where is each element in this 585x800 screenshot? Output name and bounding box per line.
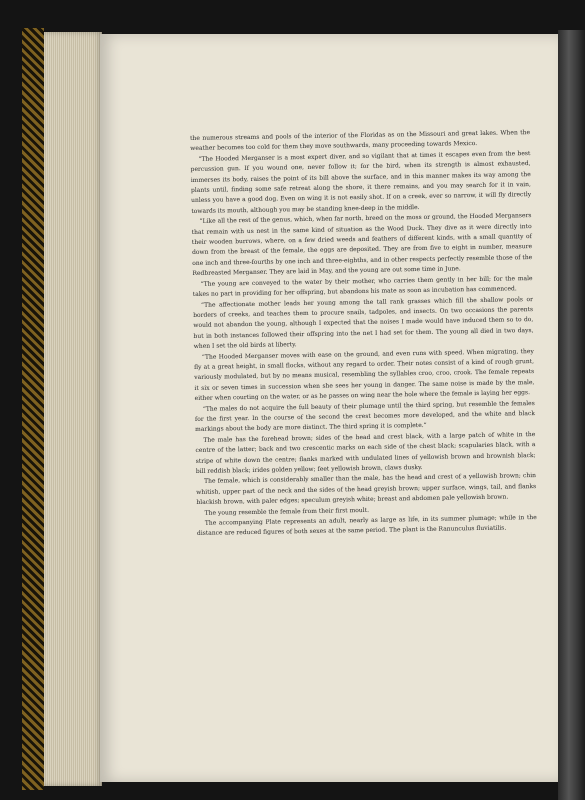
paragraph: The accompanying Plate represents an adult, nearly as large as life, in its summer plumage; while in the distance are reduced figures of both sexes at the same period. The plant is the Ranunculus fluviatilis. [196, 514, 537, 538]
book-page [100, 34, 558, 782]
paragraph: “The males do not acquire the full beauty of their plumage until the third spring, but resemble the females for the first year. In the course of the second the crest becomes more developed, and the white and black markings about the body are more distinct. The third spring it is complete.” [194, 399, 535, 434]
book-spine-right [558, 30, 585, 800]
paragraph: The female, which is considerably smaller than the male, has the head and crest of a yellowish brown; chin whitish, upper part of the neck and the sides of the head greyish brown; upper surface, wings, tail, and flanks blackish brown, with paler edges; speculum greyish white; breast and abdomen pale yellowish brown. [196, 472, 537, 507]
paragraph: “Like all the rest of the genus, which, when far north, breed on the moss or ground, the Hooded Mergansers that remain with us nest in the same kind of situation as the Wood Duck. They dive as it were directly into their wooden burrows, where, on a few dried weeds and feathers of different kinds, with a small quantity of down from the breast of the female, the eggs are deposited. They are from five to eight in number, measure one inch and three-fourths by one inch and three-eighths, and in other respects perfectly resemble those of the Redbreasted Merganser. They are laid in May, and the young are out some time in June. [191, 212, 533, 278]
paragraph: “The Hooded Merganser moves with ease on the ground, and even runs with speed. When migrating, they fly at a great height, in small flocks, without any regard to order. Their notes consist of a kind of rough grunt, variously modulated, but by no means musical, resembling the syllables croo, croo, crook. The female repeats it six or seven times in succession when she sees her young in danger. The same noise is made by the male, either when courting on the water, or as he passes on wing near the hole where the female is laying her eggs. [194, 347, 535, 403]
paragraph: “The affectionate mother leads her young among the tall rank grasses which fill the shallow pools or borders of creeks, and teaches them to procure snails, tadpoles, and insects. On two occasions the parents would not abandon the young, although I expected that the noises I made would have induced them so to do, but in both instances followed their offspring into the net I had set for them. The young all died in two days, when I set the old birds at liberty. [193, 295, 534, 351]
paragraph: “The Hooded Merganser is a most expert diver, and so vigilant that at times it escapes even from the best percussion gun. If you wound one, never follow it; for the bird, when its strength is almost exhausted, immerses its body, raises the point of its bill above the surface, and in this manner makes its way among the plants until, finding some safe retreat along the shore, it there remains, and you may search for it in vain, unless you have a good dog. Even on wing it is not easily shot. If on a creek, ever so narrow, it will fly directly towards its mouth, although you may be standing knee-deep in the middle. [190, 149, 532, 215]
page-text-block [190, 128, 537, 540]
paragraph: The male has the forehead brown; sides of the head and crest black, with a large patch of white in the centre of the latter; back and two crescentic marks on each side of the chest black; scapularies black, with a stripe of white down the centre; flanks marked with undulated lines of yellowish brown and brownish black; bill reddish black; irides golden yellow; feet yellowish brown, claws dusky. [195, 430, 536, 475]
paragraph: The young resemble the female from their first moult. [204, 506, 370, 517]
page-stack-edge [44, 32, 102, 786]
book-cover-edge [22, 28, 44, 790]
paragraph: the numerous streams and pools of the interior of the Floridas as on the Missouri and great lakes. When the weather becomes too cold for them they move southwards, many proceeding towards Mexico. [190, 129, 531, 153]
paragraph: “The young are conveyed to the water by their mother, who carries them gently in her bill; for the male takes no part in providing for her offspring, but abandons his mate as soon as incubation has commenced. [192, 274, 533, 299]
